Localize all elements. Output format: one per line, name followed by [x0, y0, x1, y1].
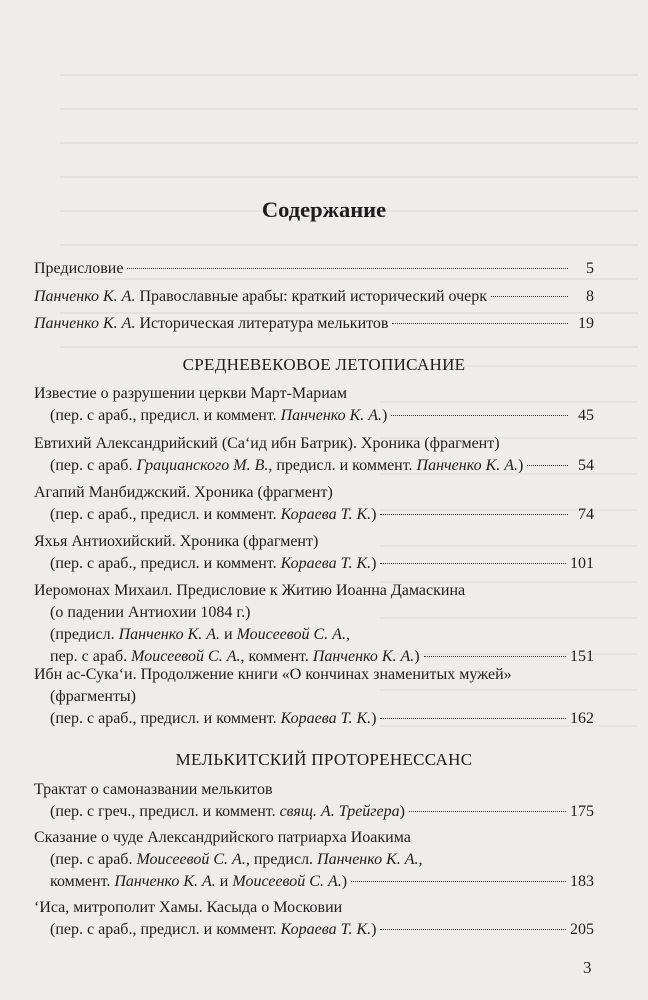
toc-entry-agapius: Агапий Манбиджский. Хроника (фрагмент) (пер. с араб., предисл. и коммент. Кораева Т. К.) 74	[34, 482, 594, 526]
page-title: Содержание	[261, 197, 387, 222]
leader-dots	[491, 296, 568, 297]
leader-dots	[351, 881, 566, 882]
entry-title: Ибн ас-Сука‘и. Продолжение книги «О кончинах знаменитых мужей»	[34, 666, 512, 683]
entry-author: Панченко К. А.	[34, 315, 136, 332]
entry-author: Панченко К. А.	[280, 407, 383, 424]
leader-dots	[391, 415, 568, 416]
section-heading-protorenaissance: МЕЛЬКИТСКИЙ ПРОТОРЕНЕССАНС	[175, 750, 473, 769]
entry-title: Агапий Манбиджский. Хроника (фрагмент)	[34, 484, 333, 501]
page-number: 8	[586, 288, 594, 305]
leader-dots	[380, 718, 566, 719]
toc-entry-literature	[34, 313, 594, 335]
leader-dots	[392, 323, 568, 324]
entry-title: Известие о разрушении церкви Март-Мариам	[34, 385, 348, 402]
page-number: 175	[570, 803, 594, 820]
leader-dots	[409, 811, 566, 812]
entry-title: Предисловие	[34, 260, 124, 277]
page-number: 45	[578, 407, 594, 424]
entry-author: Панченко К. А.	[34, 288, 136, 305]
page-number: 74	[578, 506, 594, 523]
entry-title: Иеромонах Михаил. Предисловие к Житию Иоанна Дамаскина	[34, 582, 466, 599]
entry-title: Евтихий Александрийский (Са‘ид ибн Батрик). Хроника (фрагмент)	[34, 435, 500, 452]
entry-title: Православные арабы: краткий исторический очерк	[135, 288, 488, 305]
page-number: 54	[578, 457, 594, 474]
toc-entry-hieromonk-michael: Иеромонах Михаил. Предисловие к Житию Иоанна Дамаскина (о падении Антиохии 1084 г.) (предисл. Панченко К. А. и Моисеевой С. А., пер. с араб. Моисеевой С. А., коммент. Панченко К. А.) 151	[34, 580, 594, 668]
toc-entry-essay	[34, 286, 594, 308]
folio-page-number: 3	[583, 958, 592, 977]
toc-entry-treatise: Трактат о самоназвании мелькитов (пер. с греч., предисл. и коммент. свящ. А. Трейгера) 175	[34, 779, 594, 823]
toc-entry-joachim-miracle: Сказание о чуде Александрийского патриарха Иоакима (пер. с араб. Моисеевой С. А., предисл. Панченко К. А., коммент. Панченко К. А. и Моисеевой С. А.) 183	[34, 827, 594, 893]
toc-entry-yahya: Яхья Антиохийский. Хроника (фрагмент) (пер. с араб., предисл. и коммент. Кораева Т. К.) 101	[34, 531, 594, 575]
page-number: 162	[570, 710, 594, 727]
page-number: 19	[578, 315, 594, 332]
section-heading-chronicles: СРЕДНЕВЕКОВОЕ ЛЕТОПИСАНИЕ	[182, 355, 466, 374]
entry-title: Историческая литература мелькитов	[135, 315, 389, 332]
entry-title: Трактат о самоназвании мелькитов	[34, 781, 273, 798]
leader-dots	[127, 268, 568, 269]
toc-entry-mart-mariam: Известие о разрушении церкви Март-Мариам (пер. с араб., предисл. и коммент. Панченко К. А.) 45	[34, 383, 594, 427]
leader-dots	[424, 656, 566, 657]
page-number: 101	[570, 555, 594, 572]
toc-entry-ibn-as-sukai: Ибн ас-Сука‘и. Продолжение книги «О кончинах знаменитых мужей» (фрагменты) (пер. с араб., предисл. и коммент. Кораева Т. К.) 162	[34, 664, 594, 730]
leader-dots	[380, 563, 566, 564]
page-number: 183	[570, 873, 594, 890]
toc-entry-preface	[34, 258, 594, 280]
entry-title: Яхья Антиохийский. Хроника (фрагмент)	[34, 533, 319, 550]
leader-dots	[527, 465, 568, 466]
toc-entry-kasida-muscovy: ‘Иса, митрополит Хамы. Касыда о Московии (пер. с араб., предисл. и коммент. Кораева Т. К.) 205	[34, 897, 594, 941]
toc-entry-eutychius: Евтихий Александрийский (Са‘ид ибн Батрик). Хроника (фрагмент) (пер. с араб. Грацианского М. В., предисл. и коммент. Панченко К. А.) 54	[34, 433, 594, 477]
leader-dots	[380, 514, 568, 515]
page-number: 5	[586, 260, 594, 277]
page-number: 205	[570, 921, 594, 938]
entry-title: ‘Иса, митрополит Хамы. Касыда о Московии	[34, 899, 343, 916]
entry-title: Сказание о чуде Александрийского патриарха Иоакима	[34, 829, 411, 846]
page-number: 151	[570, 648, 594, 665]
leader-dots	[380, 929, 566, 930]
